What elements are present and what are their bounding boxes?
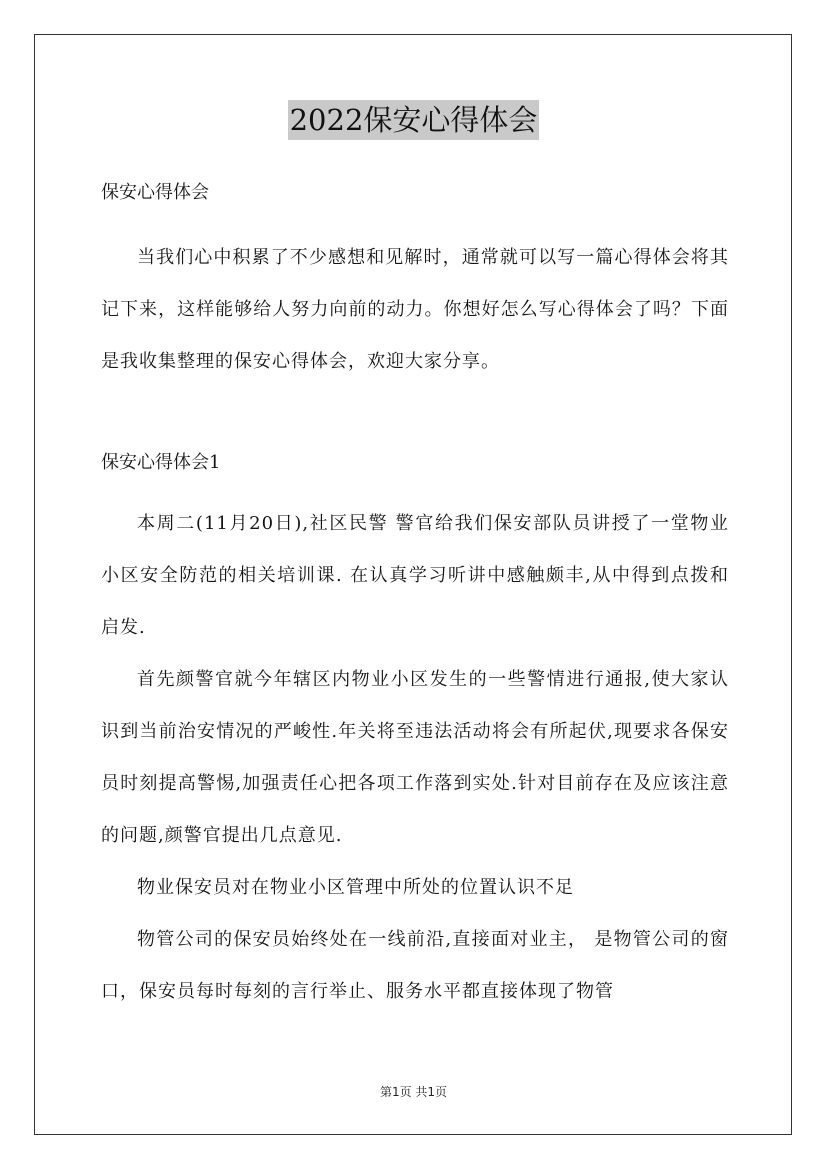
body-paragraph-1: 本周二(11月20日),社区民警 警官给我们保安部队员讲授了一堂物业小区安全防范的相关培训课. 在认真学习听讲中感触颇丰,从中得到点拨和启发. (101, 513, 729, 638)
intro-paragraph: 当我们心中积累了不少感想和见解时，通常就可以写一篇心得体会将其记下来，这样能够给人努力向前的动力。你想好怎么写心得体会了吗？下面是我收集整理的保安心得体会，欢迎大家分享。 (101, 247, 729, 372)
document-title: 2022保安心得体会 (288, 100, 540, 140)
page-footer (0, 1083, 827, 1100)
section-heading: 保安心得体会1 (101, 452, 221, 473)
body-paragraph-4: 物管公司的保安员始终处在一线前沿,直接面对业主， 是物管公司的窗口，保安员每时每刻的言行举止、服务水平都直接体现了物管 (101, 929, 729, 1002)
document-subtitle: 保安心得体会 (101, 182, 209, 203)
page-number-label: 第1页 共1页 (379, 1085, 448, 1099)
section-gap (101, 388, 729, 446)
body-paragraph-2: 首先颜警官就今年辖区内物业小区发生的一些警情进行通报,使大家认识到当前治安情况的严峻性.年关将至违法活动将会有所起伏,现要求各保安员时刻提高警惕,加强责任心把各项工作落到实处.针对目前存在及应该注意的问题,颜警官提出几点意见. (101, 669, 729, 846)
heading-gap (101, 480, 729, 498)
body-paragraph-3: 物业保安员对在物业小区管理中所处的位置认识不足 (137, 877, 574, 898)
title-container (0, 100, 827, 140)
document-body (101, 176, 729, 1018)
